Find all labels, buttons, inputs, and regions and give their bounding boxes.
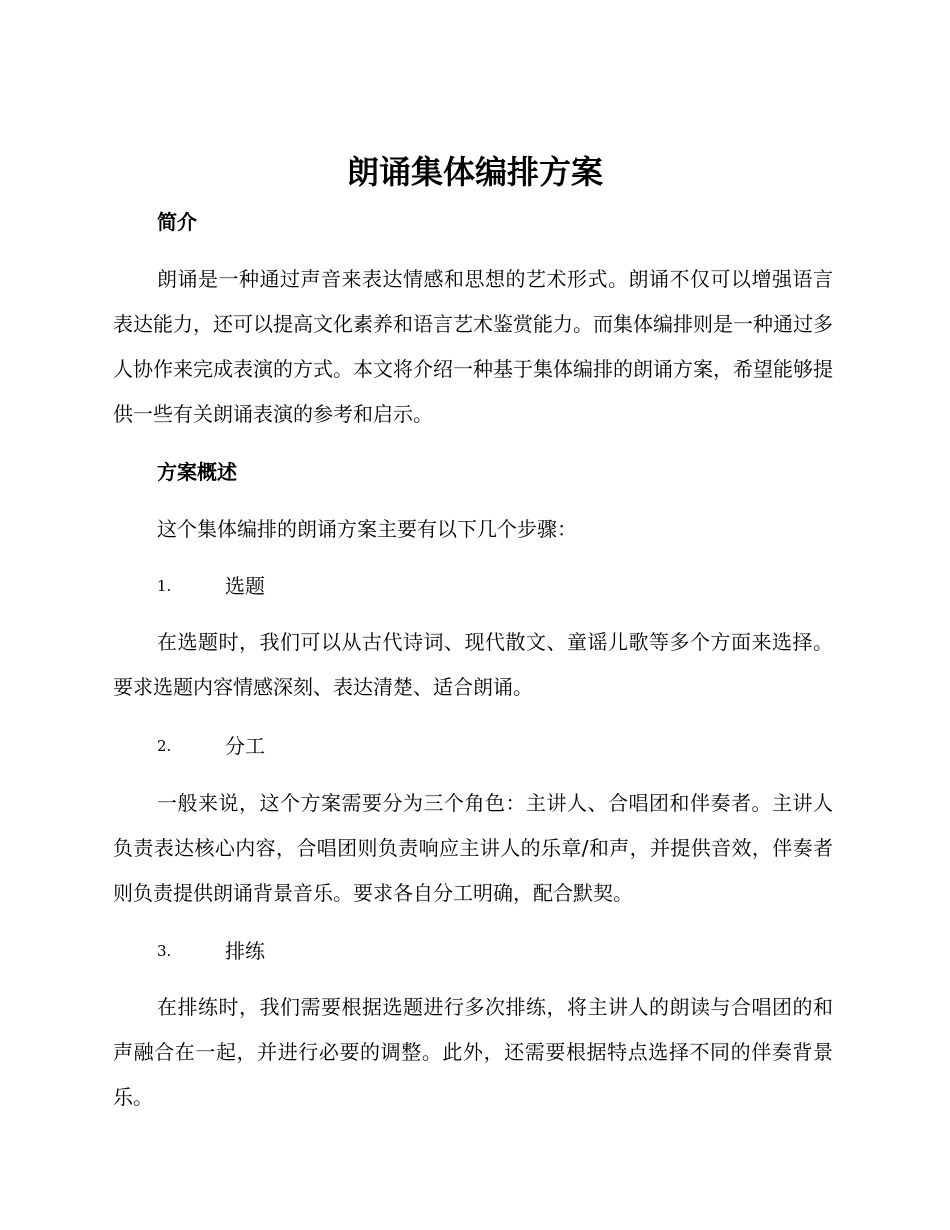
step-number: 3.: [157, 942, 172, 960]
step-label: 分工: [225, 734, 265, 758]
step-number: 2.: [157, 737, 172, 755]
step-paragraph: 在排练时，我们需要根据选题进行多次排练，将主讲人的朗读与合唱团的和声融合在一起，并进行必要的调整。此外，还需要根据特点选择不同的伴奏背景乐。: [113, 995, 833, 1109]
step-paragraph: 在选题时，我们可以从古代诗词、现代散文、童谣儿歌等多个方面来选择。要求选题内容情感深刻、表达清楚、适合朗诵。: [113, 630, 833, 699]
step-paragraph: 一般来说，这个方案需要分为三个角色：主讲人、合唱团和伴奏者。主讲人负责表达核心内容，合唱团则负责响应主讲人的乐章/和声，并提供音效，伴奏者则负责提供朗诵背景音乐。要求各自分工明确，配合默契。: [113, 791, 833, 905]
step-label: 选题: [225, 574, 265, 598]
step-number: 1.: [157, 577, 172, 595]
intro-paragraph: 朗诵是一种通过声音来表达情感和思想的艺术形式。朗诵不仅可以增强语言表达能力，还可以提高文化素养和语言艺术鉴赏能力。而集体编排则是一种通过多人协作来完成表演的方式。本文将介绍一种基于集体编排的朗诵方案，希望能够提供一些有关朗诵表演的参考和启示。: [113, 267, 833, 426]
document-title: 朗诵集体编排方案: [346, 153, 603, 191]
overview-text: 这个集体编排的朗诵方案主要有以下几个步骤：: [157, 517, 577, 541]
step-label: 排练: [225, 939, 265, 963]
intro-heading: 简介: [157, 210, 197, 234]
overview-heading: 方案概述: [157, 460, 237, 484]
